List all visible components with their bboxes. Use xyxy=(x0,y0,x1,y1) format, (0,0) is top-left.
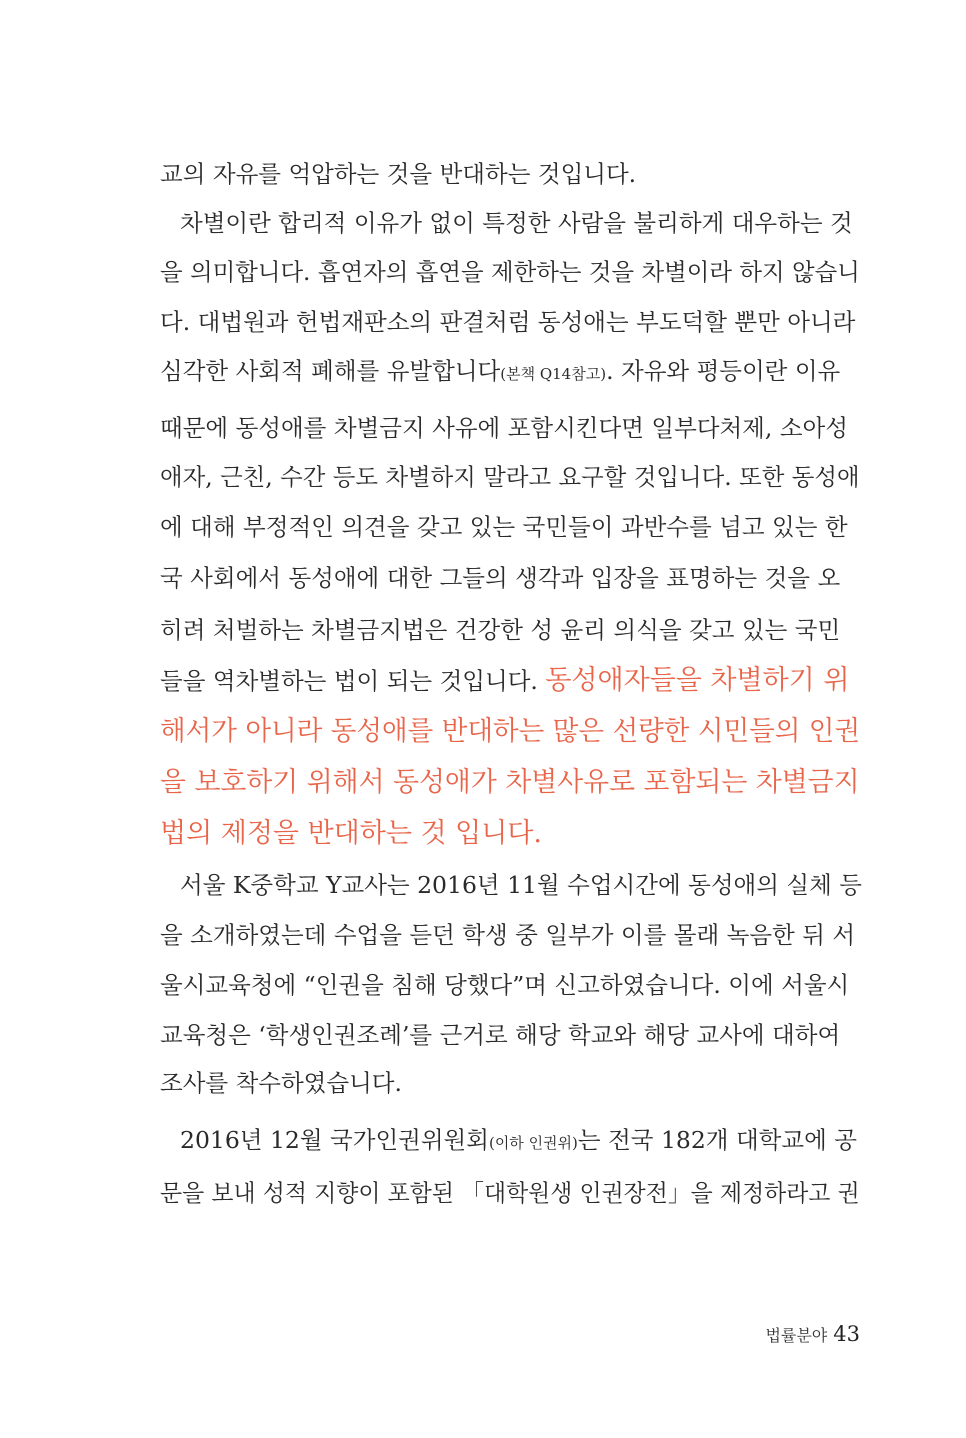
text-line: 서울 K중학교 Y교사는 2016년 11월 수업시간에 동성애의 실체 등 xyxy=(180,871,862,899)
text-line: 교의 자유를 억압하는 것을 반대하는 것입니다. xyxy=(160,160,637,188)
text-line: 들을 역차별하는 법이 되는 것입니다. 동성애자들을 차별하기 위 xyxy=(160,665,850,696)
section-title: 법률분야 xyxy=(765,1326,828,1345)
reference-note: (본책 Q14참고) xyxy=(500,365,607,383)
highlighted-text: 동성애자들을 차별하기 위 xyxy=(545,665,850,696)
highlighted-text: 해서가 아니라 동성애를 반대하는 많은 선량한 시민들의 인권 xyxy=(160,716,861,747)
text-line: 심각한 사회적 폐해를 유발합니다(본책 Q14참고). 자유와 평등이란 이유 xyxy=(160,357,841,385)
text-line: 을 의미합니다. 흡연자의 흡연을 제한하는 것을 차별이라 하지 않습니 xyxy=(160,258,860,286)
highlighted-text: 법의 제정을 반대하는 것 입니다. xyxy=(160,818,542,849)
text-line: 조사를 착수하였습니다. xyxy=(160,1069,402,1097)
text-line: 다. 대법원과 헌법재판소의 판결처럼 동성애는 부도덕할 뿐만 아니라 xyxy=(160,308,856,336)
text-line: 교육청은 ‘학생인권조례’를 근거로 해당 학교와 해당 교사에 대하여 xyxy=(160,1021,841,1049)
text-line: 을 소개하였는데 수업을 듣던 학생 중 일부가 이를 몰래 녹음한 뒤 서 xyxy=(160,921,856,949)
page-number: 43 xyxy=(833,1322,860,1346)
text-line: 때문에 동성애를 차별금지 사유에 포함시킨다면 일부다처제, 소아성 xyxy=(160,414,848,442)
page-footer xyxy=(765,1322,860,1352)
text-line: 국 사회에서 동성애에 대한 그들의 생각과 입장을 표명하는 것을 오 xyxy=(160,564,841,592)
text-line: 애자, 근친, 수간 등도 차별하지 말라고 요구할 것입니다. 또한 동성애 xyxy=(160,463,860,491)
highlighted-text: 을 보호하기 위해서 동성애가 차별사유로 포함되는 차별금지 xyxy=(160,767,860,798)
text-line: 2016년 12월 국가인권위원회(이하 인권위)는 전국 182개 대학교에 공 xyxy=(180,1126,857,1154)
text-line: 차별이란 합리적 이유가 없이 특정한 사람을 불리하게 대우하는 것 xyxy=(180,209,853,237)
text-line: 에 대해 부정적인 의견을 갖고 있는 국민들이 과반수를 넘고 있는 한 xyxy=(160,513,848,541)
text-line: 히려 처벌하는 차별금지법은 건강한 성 윤리 의식을 갖고 있는 국민 xyxy=(160,616,841,644)
reference-note: (이하 인권위) xyxy=(488,1134,578,1152)
text-line: 울시교육청에 “인권을 침해 당했다”며 신고하였습니다. 이에 서울시 xyxy=(160,971,850,999)
text-line: 문을 보내 성적 지향이 포함된 「대학원생 인권장전」을 제정하라고 권 xyxy=(160,1179,860,1207)
